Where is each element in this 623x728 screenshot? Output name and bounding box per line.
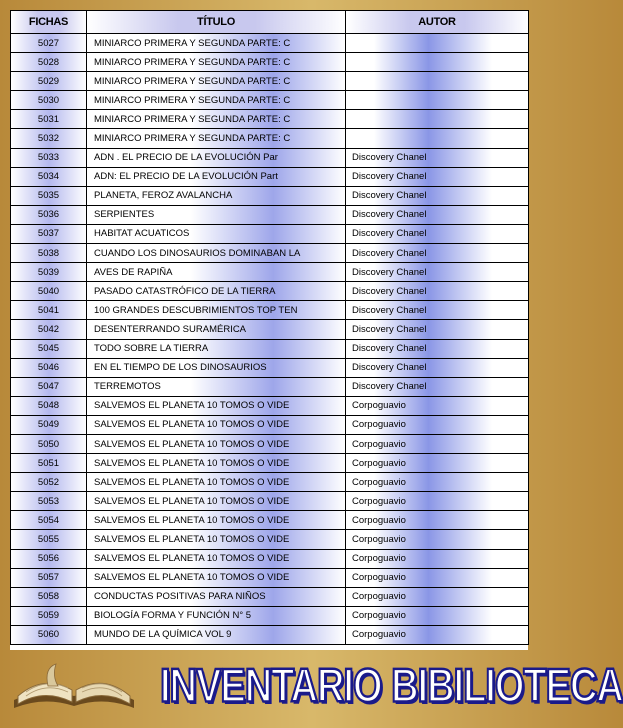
cell-titulo: AVES DE RAPIÑA: [87, 263, 346, 282]
table-row: [11, 492, 529, 511]
cell-ficha: 5052: [11, 473, 87, 492]
table-row: [11, 320, 529, 339]
table-row: [11, 511, 529, 530]
cell-titulo: SALVEMOS EL PLANETA 10 TOMOS O VIDE: [87, 415, 346, 434]
table-row: [11, 606, 529, 625]
cell-ficha: 5027: [11, 34, 87, 53]
table-header-row: [11, 11, 529, 34]
cell-titulo: MINIARCO PRIMERA Y SEGUNDA PARTE: C: [87, 129, 346, 148]
table-row: [11, 91, 529, 110]
cell-autor: Corpoguavio: [346, 625, 529, 644]
table-row: [11, 110, 529, 129]
cell-autor: Corpoguavio: [346, 587, 529, 606]
inventory-table: [10, 10, 529, 645]
cell-titulo: SALVEMOS EL PLANETA 10 TOMOS O VIDE: [87, 396, 346, 415]
cell-ficha: 5053: [11, 492, 87, 511]
cell-autor: Discovery Chanel: [346, 167, 529, 186]
cell-autor: Corpoguavio: [346, 434, 529, 453]
table-row: [11, 205, 529, 224]
cell-ficha: 5035: [11, 186, 87, 205]
cell-titulo: SALVEMOS EL PLANETA 10 TOMOS O VIDE: [87, 434, 346, 453]
cell-ficha: 5049: [11, 415, 87, 434]
cell-ficha: 5039: [11, 263, 87, 282]
table-row: [11, 568, 529, 587]
table-row: [11, 301, 529, 320]
cell-titulo: SALVEMOS EL PLANETA 10 TOMOS O VIDE: [87, 473, 346, 492]
cell-autor: Discovery Chanel: [346, 263, 529, 282]
cell-autor: Discovery Chanel: [346, 339, 529, 358]
table-row: [11, 129, 529, 148]
table-row: [11, 625, 529, 644]
cell-titulo: SERPIENTES: [87, 205, 346, 224]
cell-autor: [346, 110, 529, 129]
cell-autor: Discovery Chanel: [346, 205, 529, 224]
table-body: [11, 34, 529, 645]
cell-ficha: 5042: [11, 320, 87, 339]
cell-titulo: DESENTERRANDO SURAMÉRICA: [87, 320, 346, 339]
cell-autor: Discovery Chanel: [346, 186, 529, 205]
cell-titulo: MINIARCO PRIMERA Y SEGUNDA PARTE: C: [87, 72, 346, 91]
cell-autor: Corpoguavio: [346, 511, 529, 530]
cell-autor: Discovery Chanel: [346, 358, 529, 377]
table-row: [11, 53, 529, 72]
cell-ficha: 5048: [11, 396, 87, 415]
cell-ficha: 5041: [11, 301, 87, 320]
cell-ficha: 5057: [11, 568, 87, 587]
table-row: [11, 549, 529, 568]
header-titulo: TÍTULO: [87, 11, 346, 34]
table-row: [11, 377, 529, 396]
cell-autor: Corpoguavio: [346, 415, 529, 434]
cell-ficha: 5055: [11, 530, 87, 549]
cell-autor: [346, 129, 529, 148]
cell-titulo: MINIARCO PRIMERA Y SEGUNDA PARTE: C: [87, 53, 346, 72]
cell-autor: Corpoguavio: [346, 568, 529, 587]
cell-titulo: MINIARCO PRIMERA Y SEGUNDA PARTE: C: [87, 34, 346, 53]
cell-ficha: 5056: [11, 549, 87, 568]
cell-autor: Corpoguavio: [346, 396, 529, 415]
cell-autor: Discovery Chanel: [346, 301, 529, 320]
cell-ficha: 5038: [11, 244, 87, 263]
cell-ficha: 5034: [11, 167, 87, 186]
cell-titulo: CUANDO LOS DINOSAURIOS DOMINABAN LA: [87, 244, 346, 263]
inventory-sheet: [10, 10, 528, 650]
cell-titulo: MINIARCO PRIMERA Y SEGUNDA PARTE: C: [87, 91, 346, 110]
cell-ficha: 5054: [11, 511, 87, 530]
cell-ficha: 5031: [11, 110, 87, 129]
cell-ficha: 5045: [11, 339, 87, 358]
table-row: [11, 530, 529, 549]
table-row: [11, 186, 529, 205]
cell-titulo: SALVEMOS EL PLANETA 10 TOMOS O VIDE: [87, 511, 346, 530]
table-row: [11, 396, 529, 415]
cell-autor: Discovery Chanel: [346, 244, 529, 263]
cell-ficha: 5030: [11, 91, 87, 110]
table-row: [11, 282, 529, 301]
cell-ficha: 5033: [11, 148, 87, 167]
table-row: [11, 358, 529, 377]
cell-autor: Corpoguavio: [346, 549, 529, 568]
cell-autor: Corpoguavio: [346, 606, 529, 625]
cell-ficha: 5046: [11, 358, 87, 377]
cell-autor: [346, 91, 529, 110]
cell-titulo: BIOLOGÍA FORMA Y FUNCIÓN N° 5: [87, 606, 346, 625]
cell-titulo: ADN: EL PRECIO DE LA EVOLUCIÓN Part: [87, 167, 346, 186]
cell-ficha: 5047: [11, 377, 87, 396]
table-row: [11, 434, 529, 453]
cell-autor: [346, 53, 529, 72]
cell-autor: Discovery Chanel: [346, 377, 529, 396]
table-row: [11, 587, 529, 606]
cell-ficha: 5028: [11, 53, 87, 72]
cell-titulo: PASADO CATASTRÓFICO DE LA TIERRA: [87, 282, 346, 301]
cell-autor: Discovery Chanel: [346, 224, 529, 243]
header-fichas: FICHAS: [11, 11, 87, 34]
cell-titulo: SALVEMOS EL PLANETA 10 TOMOS O VIDE: [87, 454, 346, 473]
cell-titulo: SALVEMOS EL PLANETA 10 TOMOS O VIDE: [87, 549, 346, 568]
cell-autor: Corpoguavio: [346, 473, 529, 492]
table-row: [11, 148, 529, 167]
cell-ficha: 5051: [11, 454, 87, 473]
cell-ficha: 5059: [11, 606, 87, 625]
cell-titulo: EN EL TIEMPO DE LOS DINOSAURIOS: [87, 358, 346, 377]
cell-autor: Corpoguavio: [346, 454, 529, 473]
cell-ficha: 5040: [11, 282, 87, 301]
cell-titulo: TERREMOTOS: [87, 377, 346, 396]
cell-titulo: ADN . EL PRECIO DE LA EVOLUCIÓN Par: [87, 148, 346, 167]
cell-autor: [346, 72, 529, 91]
table-row: [11, 34, 529, 53]
inventory-banner-title: INVENTARIO BIBILIOTECA: [160, 660, 623, 713]
cell-titulo: MUNDO DE LA QUÍMICA VOL 9: [87, 625, 346, 644]
table-row: [11, 167, 529, 186]
cell-autor: Discovery Chanel: [346, 320, 529, 339]
cell-titulo: CONDUCTAS POSITIVAS PARA NIÑOS: [87, 587, 346, 606]
cell-autor: Corpoguavio: [346, 530, 529, 549]
cell-autor: Discovery Chanel: [346, 148, 529, 167]
cell-ficha: 5058: [11, 587, 87, 606]
table-row: [11, 473, 529, 492]
cell-ficha: 5037: [11, 224, 87, 243]
table-row: [11, 72, 529, 91]
cell-ficha: 5050: [11, 434, 87, 453]
cell-titulo: SALVEMOS EL PLANETA 10 TOMOS O VIDE: [87, 492, 346, 511]
cell-titulo: MINIARCO PRIMERA Y SEGUNDA PARTE: C: [87, 110, 346, 129]
open-book-icon: [8, 656, 140, 716]
cell-titulo: SALVEMOS EL PLANETA 10 TOMOS O VIDE: [87, 568, 346, 587]
table-row: [11, 244, 529, 263]
cell-ficha: 5029: [11, 72, 87, 91]
table-row: [11, 415, 529, 434]
cell-titulo: SALVEMOS EL PLANETA 10 TOMOS O VIDE: [87, 530, 346, 549]
header-autor: AUTOR: [346, 11, 529, 34]
table-row: [11, 263, 529, 282]
cell-titulo: TODO SOBRE LA TIERRA: [87, 339, 346, 358]
cell-titulo: PLANETA, FEROZ AVALANCHA: [87, 186, 346, 205]
cell-ficha: 5060: [11, 625, 87, 644]
table-row: [11, 454, 529, 473]
cell-autor: Discovery Chanel: [346, 282, 529, 301]
cell-ficha: 5036: [11, 205, 87, 224]
cell-autor: [346, 34, 529, 53]
table-row: [11, 339, 529, 358]
table-row: [11, 224, 529, 243]
cell-titulo: 100 GRANDES DESCUBRIMIENTOS TOP TEN: [87, 301, 346, 320]
cell-titulo: HABITAT ACUATICOS: [87, 224, 346, 243]
cell-ficha: 5032: [11, 129, 87, 148]
cell-autor: Corpoguavio: [346, 492, 529, 511]
